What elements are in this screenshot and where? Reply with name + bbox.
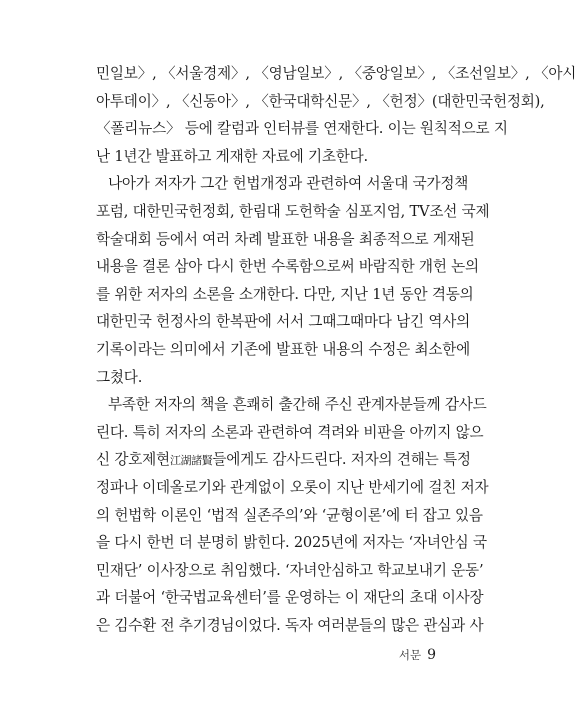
text-line: 과 더불어 ‘한국법교육센터’를 운영하는 이 재단의 초대 이사장 (96, 589, 484, 607)
text-segment: 신 강호제현 (96, 451, 170, 469)
text-line: 포럼, 대한민국헌정회, 한림대 도헌학술 심포지엄, TV조선 국제 (96, 202, 490, 220)
text-line: 기록이라는 의미에서 기존에 발표한 내용의 수정은 최소한에 (96, 340, 471, 358)
text-line: 난 1년간 발표하고 게재한 자료에 기초한다. (96, 147, 368, 165)
text-segment: 들에게도 감사드린다. 저자의 견해는 특정 (212, 451, 471, 469)
text-line: 을 다시 한번 더 분명히 밝힌다. 2025년에 저자는 ‘자녀안심 국 (96, 534, 487, 552)
text-line: 대한민국 헌정사의 한복판에 서서 그때그때마다 남긴 역사의 (96, 313, 471, 331)
running-head: 서문 (398, 648, 422, 662)
text-line: 그쳤다. (96, 368, 143, 386)
text-line: 를 위한 저자의 소론을 소개한다. 다만, 지난 1년 동안 격동의 (96, 285, 474, 303)
text-line: 민일보〉, 〈서울경제〉, 〈영남일보〉, 〈중앙일보〉, 〈조선일보〉, 〈아시 (96, 65, 576, 82)
hanja-annotation: 江湖諸賢 (169, 454, 213, 468)
text-line (96, 446, 471, 474)
page-footer (380, 646, 436, 665)
text-line: 린다. 특히 저자의 소론과 관련하여 격려와 비판을 아끼지 않으 (96, 423, 484, 441)
text-line: 내용을 결론 삼아 다시 한번 수록함으로써 바람직한 개헌 논의 (96, 258, 479, 276)
text-line: 부족한 저자의 책을 흔쾌히 출간해 주신 관계자분들께 감사드 (108, 396, 487, 414)
text-line: 아투데이〉, 〈신동아〉, 〈한국대학신문〉, 〈헌정〉(대한민국헌정회), (96, 92, 545, 110)
text-line: 의 헌법학 이론인 ‘법적 실존주의’와 ‘균형이론’에 터 잡고 있음 (96, 506, 483, 524)
body-text (96, 60, 576, 639)
page-number: 9 (427, 647, 436, 663)
text-line: 〈폴리뉴스〉 등에 칼럼과 인터뷰를 연재한다. 이는 원칙적으로 지 (96, 120, 508, 138)
text-line: 은 김수환 전 추기경님이었다. 독자 여러분들의 많은 관심과 사 (96, 616, 484, 634)
text-line: 정파나 이데올로기와 관계없이 오롯이 지난 반세기에 걸친 저자 (96, 478, 489, 496)
text-line: 민재단’ 이사장으로 취임했다. ‘자녀안심하고 학교보내기 운동’ (96, 561, 484, 579)
text-line: 학술대회 등에서 여러 차례 발표한 내용을 최종적으로 게재된 (96, 230, 475, 248)
text-line: 나아가 저자가 그간 헌법개정과 관련하여 서울대 국가정책 (108, 175, 469, 193)
